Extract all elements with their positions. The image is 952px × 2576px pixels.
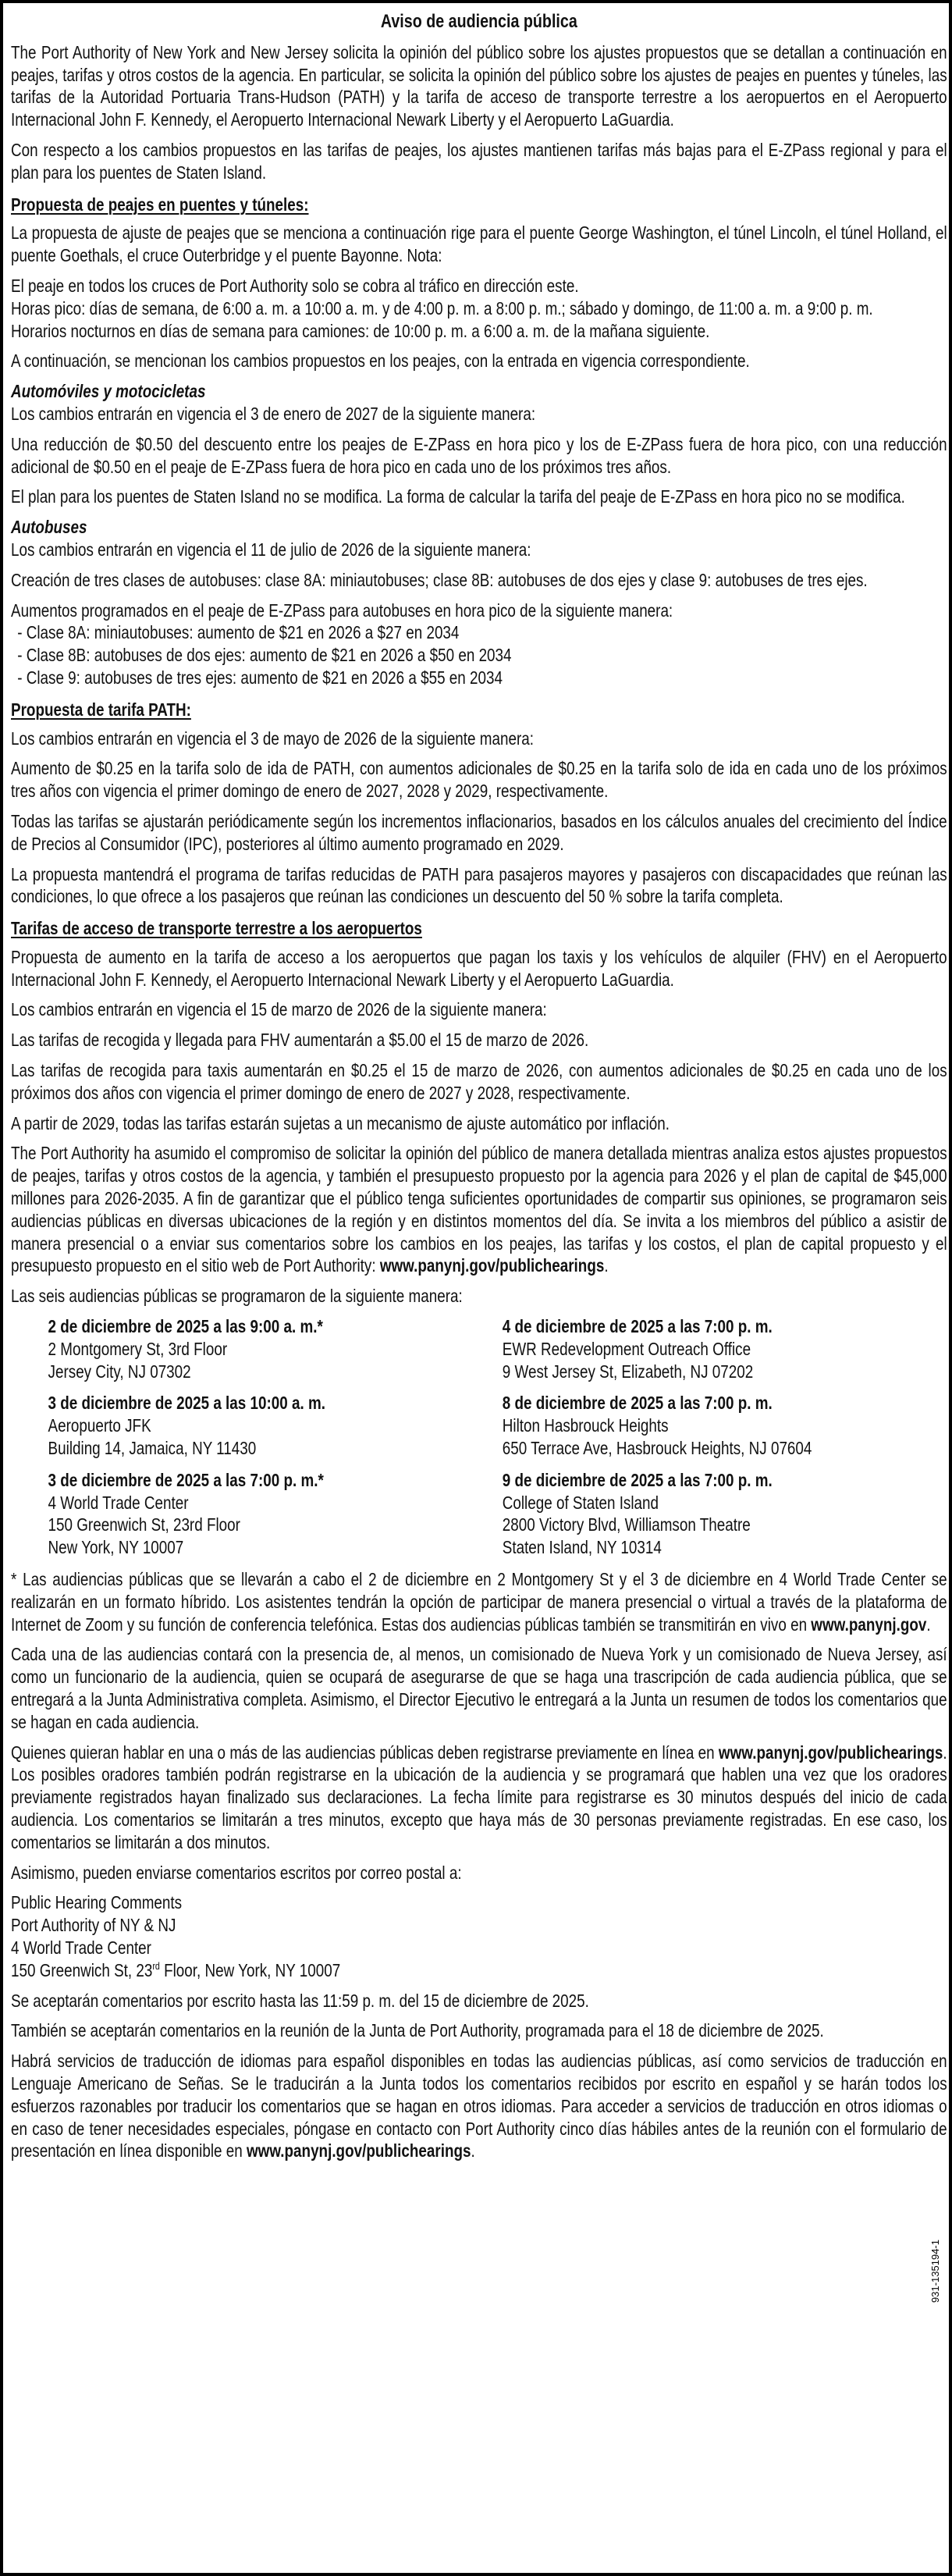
hearing-schedule [48, 1315, 947, 1559]
bridges-note-line: Horarios nocturnos en días de semana para camiones: de 10:00 p. m. a 6:00 a. m. de la mañana siguiente. [11, 320, 710, 341]
subheading-cars: Automóviles y motocicletas [11, 381, 206, 402]
mail-intro: Asimismo, pueden enviarse comentarios escritos por correo postal a: [11, 1862, 462, 1883]
notice-title: Aviso de audiencia pública [380, 11, 577, 32]
buses-increases-intro: Aumentos programados en el peaje de E-ZPass para autobuses en hora pico de la siguiente manera: [11, 600, 673, 621]
publichearings-link[interactable]: www.panynj.gov/publichearings [718, 1742, 943, 1763]
hearing-location-line: Aeropuerto JFK [48, 1415, 151, 1436]
airport-paragraph: Las tarifas de recogida para taxis aumentarán en $0.25 el 15 de marzo de 2026, con aumentos adicionales de $0.25 en cada uno de los próximos dos años con vigencia el primer domingo de enero de 2027 y 2028, respectivamente. [11, 1060, 947, 1103]
bridges-note-line: Horas pico: días de semana, de 6:00 a. m. a 10:00 a. m. y de 4:00 p. m. a 8:00 p. m.; sábado y domingo, de 11:00 a. m. a 9:00 p. m. [11, 297, 873, 318]
hearing-datetime: 3 de diciembre de 2025 a las 10:00 a. m. [48, 1393, 325, 1414]
bus-increase-item: - Clase 8A: miniautobuses: aumento de $21 en 2026 a $27 en 2034 [17, 622, 460, 643]
cars-paragraph: Una reducción de $0.50 del descuento entre los peajes de E-ZPass en hora pico y los de E-ZPass fuera de hora pico, con una reducción adicional de $0.50 en el peaje de E-ZPass fuera de hora pico en cada uno de los próximos tres años. [11, 433, 947, 477]
airport-paragraph: Las tarifas de recogida y llegada para FHV aumentarán a $5.00 el 15 de marzo de 2026. [11, 1030, 589, 1051]
hearing-location-line: College of Staten Island [502, 1492, 659, 1513]
bridges-paragraph: La propuesta de ajuste de peajes que se menciona a continuación rige para el puente George Washington, el túnel Lincoln, el túnel Holland, el puente Goethals, el cruce Outerbridge y el puente Bayonne. Nota: [11, 222, 947, 266]
address-line: Port Authority of NY & NJ [11, 1915, 176, 1936]
hearing-item [48, 1315, 503, 1382]
register-start: Quienes quieran hablar en una o más de las audiencias públicas deben registrarse previamente en línea en [11, 1742, 719, 1763]
hearing-item [48, 1469, 503, 1559]
hearing-location-line: 150 Greenwich St, 23rd Floor [48, 1514, 240, 1535]
cars-effective: Los cambios entrarán en vigencia el 3 de enero de 2027 de la siguiente manera: [11, 403, 536, 424]
address-line: Public Hearing Comments [11, 1892, 183, 1913]
hearing-item [503, 1315, 950, 1382]
hybrid-note [11, 1568, 947, 1635]
hearing-location-line: 9 West Jersey St, Elizabeth, NJ 07202 [502, 1361, 754, 1382]
airport-paragraph: A partir de 2029, todas las tarifas estarán sujetas a un mecanismo de ajuste automático por inflación. [11, 1112, 670, 1133]
section-heading-path: Propuesta de tarifa PATH: [11, 699, 191, 720]
hearing-location-line: 2800 Victory Blvd, Williamson Theatre [502, 1514, 751, 1535]
bridges-paragraph: A continuación, se mencionan los cambios propuestos en los peajes, con la entrada en vigencia correspondiente. [11, 350, 750, 372]
hearing-datetime: 3 de diciembre de 2025 a las 7:00 p. m.* [48, 1469, 324, 1490]
path-paragraph: La propuesta mantendrá el programa de tarifas reducidas de PATH para pasajeros mayores y pasajeros con discapacidades que reúnan las condiciones, lo que ofrece a los pasajeros que reúnan las condiciones un descuento del 50 % sobre la tarifa completa. [11, 863, 947, 907]
hearing-location-line: Building 14, Jamaica, NY 11430 [48, 1438, 257, 1459]
translation-paragraph [11, 2050, 947, 2162]
address-city: Floor, New York, NY 10007 [159, 1959, 341, 1980]
notice-body [11, 8, 947, 2170]
register-rest: . Los posibles oradores también podrán registrarse en la ubicación de la audiencia y se programará que hablen una vez que los oradores previamente registrados hayan finalizado sus declaraciones. La fecha límite para registrarse es 30 minutos después del inicio de cada audiencia. Los comentarios se limitarán a tres minutos, excepto que haya más de 30 personas previamente registradas. En ese caso, los comentarios se limitarán a dos minutos. [11, 1742, 947, 1852]
mailing-address [11, 1891, 947, 1981]
bus-increase-item: - Clase 9: autobuses de tres ejes: aumento de $21 en 2026 a $55 en 2034 [17, 667, 503, 688]
address-street: 150 Greenwich St, 23 [11, 1959, 153, 1980]
translation-end: . [471, 2140, 475, 2161]
publichearings-link[interactable]: www.panynj.gov/publichearings [246, 2140, 471, 2161]
commitment-text: The Port Authority ha asumido el compromiso de solicitar la opinión del público de manera detallada mientras analiza estos ajustes propuestos de peajes, tarifas y otros costos de la agencia, y también el presupuesto propuesto por la agencia para 2026 y el plan de capital de $45,000 millones para 2026-2035. A fin de garantizar que el público tenga suficientes oportunidades de compartir sus opiniones, se programaron seis audiencias públicas en diversas ubicaciones de la región y en distintos momentos del día. Se invita a los miembros del público a asistir de manera presencial o a enviar sus comentarios sobre los cambios en los peajes, las tarifas y los costos, el plan de capital propuesto y el presupuesto propuesto en el sitio web de Port Authority: [11, 1143, 947, 1276]
hearing-datetime: 4 de diciembre de 2025 a las 7:00 p. m. [502, 1316, 773, 1337]
hearing-location-line: EWR Redevelopment Outreach Office [502, 1338, 751, 1359]
ad-id-code: 931-135194-1 [929, 2240, 941, 2303]
register-paragraph [11, 1742, 947, 1854]
schedule-intro: Las seis audiencias públicas se programaron de la siguiente manera: [11, 1286, 463, 1307]
intro-paragraph: Con respecto a los cambios propuestos en las tarifas de peajes, los ajustes mantienen tarifas más bajas para el E-ZPass regional y para el plan para los puentes de Staten Island. [11, 139, 947, 183]
bus-increase-item: - Clase 8B: autobuses de dos ejes: aumento de $21 en 2026 a $50 en 2034 [17, 645, 512, 666]
hearing-location-line: Jersey City, NJ 07302 [48, 1361, 191, 1382]
cars-paragraph: El plan para los puentes de Staten Island no se modifica. La forma de calcular la tarifa del peaje de E-ZPass en hora pico no se modifica. [11, 486, 905, 507]
hearing-location-line: 4 World Trade Center [48, 1492, 189, 1513]
ordinal-suffix: rd [152, 1959, 160, 1972]
hearing-location-line: 650 Terrace Ave, Hasbrouck Heights, NJ 07604 [502, 1438, 812, 1459]
path-paragraph: Todas las tarifas se ajustarán periódicamente según los incrementos inflacionarios, basados en los cálculos anuales del crecimiento del Índice de Precios al Consumidor (IPC), posteriores al último aumento programado en 2029. [11, 810, 947, 854]
subheading-buses: Autobuses [11, 517, 87, 538]
hearing-location-line: Hilton Hasbrouck Heights [502, 1415, 669, 1436]
section-heading-bridges: Propuesta de peajes en puentes y túneles: [11, 194, 309, 215]
commitment-paragraph [11, 1142, 947, 1277]
address-line [11, 1959, 947, 1982]
path-paragraph: Aumento de $0.25 en la tarifa solo de ida de PATH, con aumentos adicionales de $0.25 en la tarifa solo de ida en cada uno de los próximos tres años con vigencia el primer domingo de enero de 2027, 2028 y 2029, respectivamente. [11, 758, 947, 802]
hearing-datetime: 9 de diciembre de 2025 a las 7:00 p. m. [502, 1469, 773, 1490]
hearing-item [503, 1469, 950, 1559]
section-heading-airport: Tarifas de acceso de transporte terrestre a los aeropuertos [11, 918, 422, 939]
deadline-paragraph: Se aceptarán comentarios por escrito hasta las 11:59 p. m. del 15 de diciembre de 2025. [11, 1990, 589, 2011]
hearing-location-line: 2 Montgomery St, 3rd Floor [48, 1338, 228, 1359]
hybrid-note-text: * Las audiencias públicas que se llevarán a cabo el 2 de diciembre en 2 Montgomery St y el 3 de diciembre en 4 World Trade Center se realizarán en un formato híbrido. Los asistentes tendrán la opción de participar de manera presencial o virtual a través de la plataforma de Internet de Zoom y su función de conferencia telefónica. Estas dos audiencias públicas también se transmitirán en vivo en [11, 1569, 947, 1635]
commissioners-paragraph: Cada una de las audiencias contará con la presencia de, al menos, un comisionado de Nueva York y un comisionado de Nueva Jersey, así como un funcionario de la audiencia, quien se ocupará de asegurarse de que se haga una trascripción de cada audiencia pública, que se entregará a la Junta Administrativa completa. Asimismo, el Director Ejecutivo le entregará a la Junta un resumen de todos los comentarios que se hagan en cada audiencia. [11, 1644, 947, 1732]
buses-paragraph: Creación de tres clases de autobuses: clase 8A: miniautobuses; clase 8B: autobuses de dos ejes y clase 9: autobuses de tres ejes. [11, 569, 868, 590]
publichearings-link[interactable]: www.panynj.gov/publichearings [379, 1255, 605, 1276]
hybrid-note-end: . [926, 1614, 931, 1635]
hearing-item [503, 1392, 950, 1459]
bridges-note-line: El peaje en todos los cruces de Port Authority solo se cobra al tráfico en dirección este. [11, 275, 579, 296]
hearing-datetime: 8 de diciembre de 2025 a las 7:00 p. m. [502, 1393, 773, 1414]
airport-paragraph: Propuesta de aumento en la tarifa de acceso a los aeropuertos que pagan los taxis y los vehículos de alquiler (FHV) en el Aeropuerto Internacional John F. Kennedy, el Aeropuerto Internacional Newark Liberty y el Aeropuerto LaGuardia. [11, 946, 947, 990]
translation-text: Habrá servicios de traducción de idiomas para español disponibles en todas las audiencias públicas, así como servicios de traducción en Lenguaje Americano de Señas. Se le traducirán a la Junta todos los comentarios recibidos por escrito en español y se harán todos los esfuerzos razonables por traducir los comentarios que se hagan en otros idiomas. Para acceder a servicios de traducción en otros idiomas o en caso de tener necesidades especiales, póngase en contacto con Port Authority cinco días hábiles antes de la reunión con el formulario de presentación en línea disponible en [11, 2051, 947, 2161]
buses-effective: Los cambios entrarán en vigencia el 11 de julio de 2026 de la siguiente manera: [11, 539, 531, 560]
hearing-location-line: New York, NY 10007 [48, 1537, 184, 1558]
commitment-end: . [604, 1255, 609, 1276]
airport-effective: Los cambios entrarán en vigencia el 15 de marzo de 2026 de la siguiente manera: [11, 999, 547, 1020]
panynj-link[interactable]: www.panynj.gov [811, 1614, 927, 1635]
address-line: 4 World Trade Center [11, 1937, 151, 1958]
path-effective: Los cambios entrarán en vigencia el 3 de mayo de 2026 de la siguiente manera: [11, 728, 534, 749]
hearing-location-line: Staten Island, NY 10314 [502, 1537, 662, 1558]
board-meeting-paragraph: También se aceptarán comentarios en la reunión de la Junta de Port Authority, programada para el 18 de diciembre de 2025. [11, 2020, 824, 2041]
hearing-datetime: 2 de diciembre de 2025 a las 9:00 a. m.* [48, 1316, 323, 1337]
intro-paragraph: The Port Authority of New York and New Jersey solicita la opinión del público sobre los ajustes propuestos que se detallan a continuación en peajes, tarifas y otros costos de la agencia. En particular, se solicita la opinión del público sobre los ajustes de peajes en puentes y túneles, las tarifas de la Autoridad Portuaria Trans-Hudson (PATH) y la tarifa de acceso de transporte terrestre a los aeropuertos en el Aeropuerto Internacional John F. Kennedy, el Aeropuerto Internacional Newark Liberty y el Aeropuerto LaGuardia. [11, 41, 947, 130]
hearing-item [48, 1392, 503, 1459]
